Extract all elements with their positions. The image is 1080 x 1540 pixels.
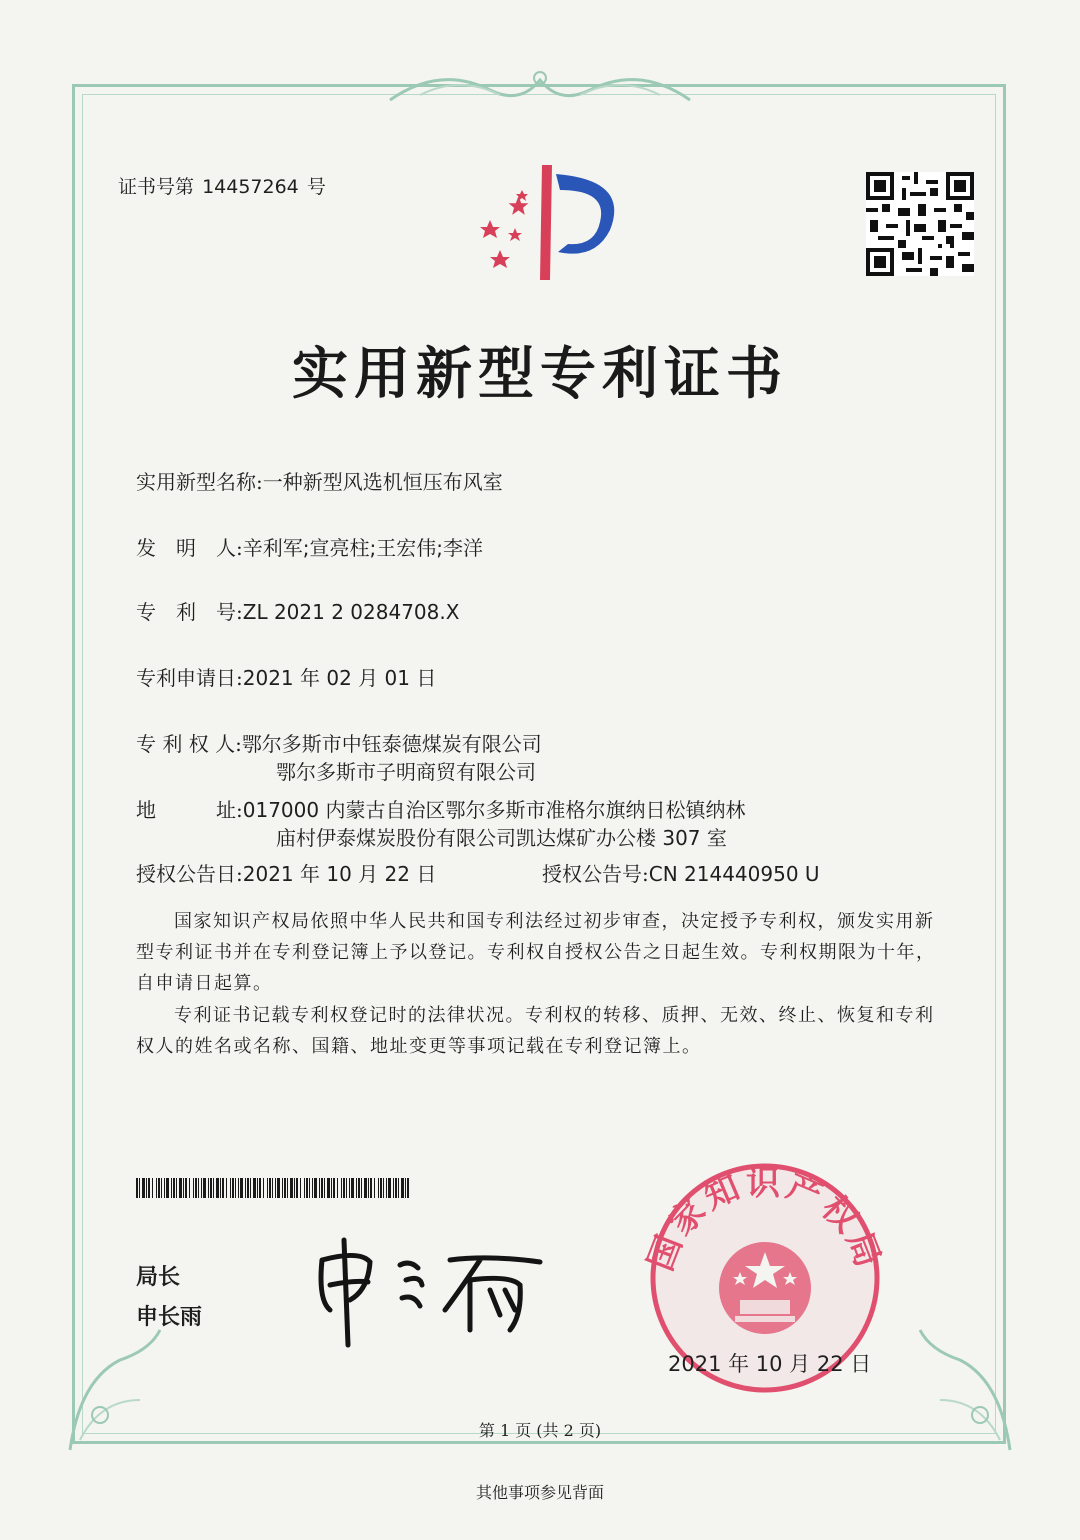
qr-code xyxy=(866,172,974,276)
cnipa-logo xyxy=(460,160,630,290)
address-row-2: 庙村伊泰煤炭股份有限公司凯达煤矿办公楼 307 室 xyxy=(276,826,727,850)
seal-text: 国家知识产权局 xyxy=(640,1163,890,1277)
certificate-number: 证书号第 14457264 号 xyxy=(118,176,326,198)
application-date-row: 专利申请日:2021 年 02 月 01 日 xyxy=(136,666,437,690)
legal-paragraph-1: 国家知识产权局依照中华人民共和国专利法经过初步审查，决定授予专利权，颁发实用新型专利证书并在专利登记簿上予以登记。专利权自授权公告之日起生效。专利权期限为十年，自申请日起算。 xyxy=(136,911,936,994)
grant-date-row: 授权公告日:2021 年 10 月 22 日 xyxy=(136,862,437,886)
page-number: 第 1 页 (共 2 页) xyxy=(478,1421,602,1440)
certificate-title: 实用新型专利证书 xyxy=(292,341,788,407)
patent-number-row: 专 利 号:ZL 2021 2 0284708.X xyxy=(136,600,460,624)
top-ornament xyxy=(380,60,700,110)
director-title: 局长 xyxy=(136,1264,181,1290)
patent-owner-row: 专 利 权 人:鄂尔多斯市中钰泰德煤炭有限公司 xyxy=(136,732,542,756)
footer-note: 其他事项参见背面 xyxy=(475,1483,604,1502)
seal-date: 2021 年 10 月 22 日 xyxy=(668,1352,872,1376)
utility-model-name-row: 实用新型名称:一种新型风选机恒压布风室 xyxy=(136,470,503,494)
grant-number-row: 授权公告号:CN 214440950 U xyxy=(542,862,820,886)
inventor-row: 发 明 人:辛利军;宣亮柱;王宏伟;李洋 xyxy=(136,536,483,560)
director-name: 申长雨 xyxy=(136,1304,203,1330)
legal-paragraph-2: 专利证书记载专利权登记时的法律状况。专利权的转移、质押、无效、终止、恢复和专利权人的姓名或名称、国籍、地址变更等事项记载在专利登记簿上。 xyxy=(136,1005,935,1057)
director-signature xyxy=(310,1230,550,1350)
address-row: 地 址:017000 内蒙古自治区鄂尔多斯市准格尔旗纳日松镇纳林 xyxy=(136,798,746,822)
barcode xyxy=(136,1178,412,1198)
patent-owner-row-2: 鄂尔多斯市子明商贸有限公司 xyxy=(276,760,536,784)
